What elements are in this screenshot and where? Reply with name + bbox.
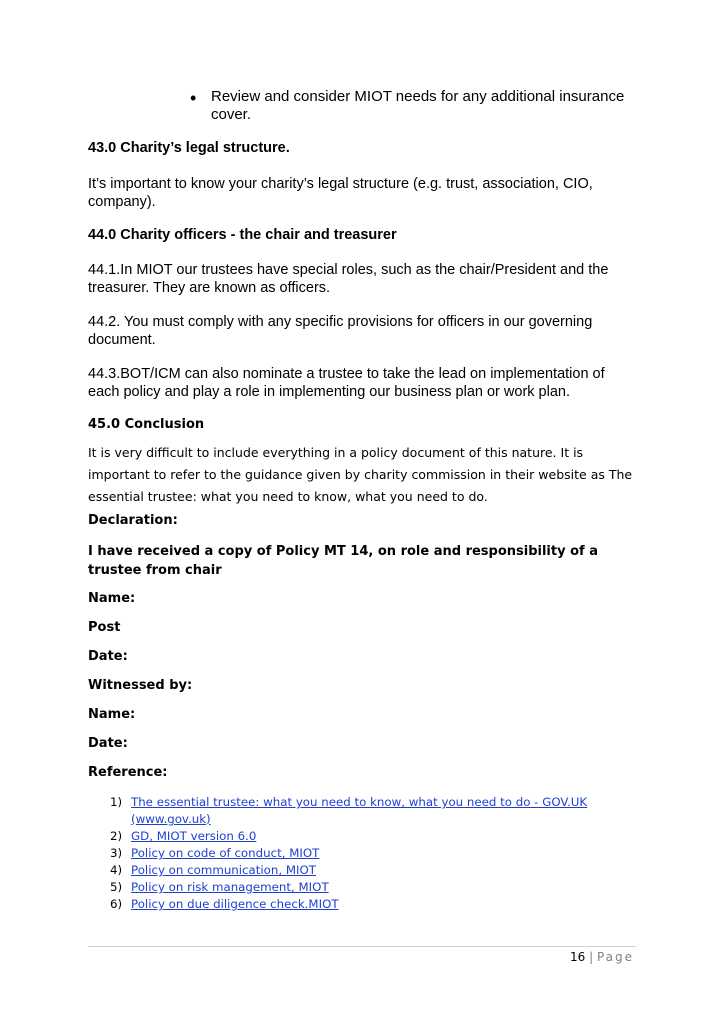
reference-number: 3)	[110, 846, 123, 860]
reference-link-risk-management[interactable]: Policy on risk management, MIOT	[131, 880, 329, 894]
post-field-label: Post	[88, 620, 121, 635]
date-field-label: Date:	[88, 649, 128, 664]
section-43-heading: 43.0 Charity’s legal structure.	[88, 140, 290, 156]
reference-item	[110, 879, 601, 896]
name-field-label: Name:	[88, 591, 136, 606]
reference-number: 2)	[110, 829, 123, 843]
page-label: Page	[596, 950, 635, 964]
footer-divider	[88, 946, 636, 947]
reference-item	[110, 896, 601, 913]
reference-link-code-of-conduct[interactable]: Policy on code of conduct, MIOT	[131, 846, 320, 860]
witnessed-by-label: Witnessed by:	[88, 678, 193, 693]
section-45-body: It is very difficult to include everything in a policy document of this nature. It is important to refer to the guidance given by charity commission in their website as The essential trustee: what you need to know, what you need to do.	[88, 445, 633, 504]
reference-item	[110, 862, 601, 879]
reference-number: 1)	[110, 795, 123, 809]
footer-separator: |	[589, 950, 594, 964]
reference-item	[110, 828, 601, 845]
section-44-para-1: 44.1.In MIOT our trustees have special roles, such as the chair/President and the treasurer. They are known as officers.	[88, 262, 609, 296]
section-44-heading: 44.0 Charity officers - the chair and treasurer	[88, 227, 397, 243]
reference-item	[110, 845, 601, 862]
reference-number: 5)	[110, 880, 123, 894]
reference-title: Reference:	[88, 765, 168, 780]
section-43-body: It’s important to know your charity’s legal structure (e.g. trust, association, CIO, company).	[88, 176, 593, 210]
witness-name-label: Name:	[88, 707, 136, 722]
reference-link-essential-trustee[interactable]: The essential trustee: what you need to know, what you need to do - GOV.UK (www.gov.uk)	[131, 795, 588, 826]
declaration-statement: I have received a copy of Policy MT 14, on role and responsibility of a trustee from chair	[88, 544, 598, 578]
section-44-para-3: 44.3.BOT/ICM can also nominate a trustee to take the lead on implementation of each policy and play a role in implementing our business plan or work plan.	[88, 366, 605, 400]
section-45-heading: 45.0 Conclusion	[88, 417, 205, 432]
reference-link-communication[interactable]: Policy on communication, MIOT	[131, 863, 317, 877]
reference-number: 6)	[110, 897, 123, 911]
bullet-symbol: •	[190, 88, 197, 108]
section-44-para-2: 44.2. You must comply with any specific provisions for officers in our governing document.	[88, 314, 593, 348]
page-number: 16	[570, 950, 586, 964]
declaration-title: Declaration:	[88, 513, 178, 528]
bullet-text: Review and consider MIOT needs for any additional insurance cover.	[211, 88, 625, 123]
reference-item	[110, 794, 601, 828]
reference-list	[110, 794, 601, 913]
reference-link-due-diligence[interactable]: Policy on due diligence check.MIOT	[131, 897, 339, 911]
reference-number: 4)	[110, 863, 123, 877]
witness-date-label: Date:	[88, 736, 128, 751]
page-footer	[570, 950, 634, 964]
reference-link-gd-miot[interactable]: GD, MIOT version 6.0	[131, 829, 257, 843]
